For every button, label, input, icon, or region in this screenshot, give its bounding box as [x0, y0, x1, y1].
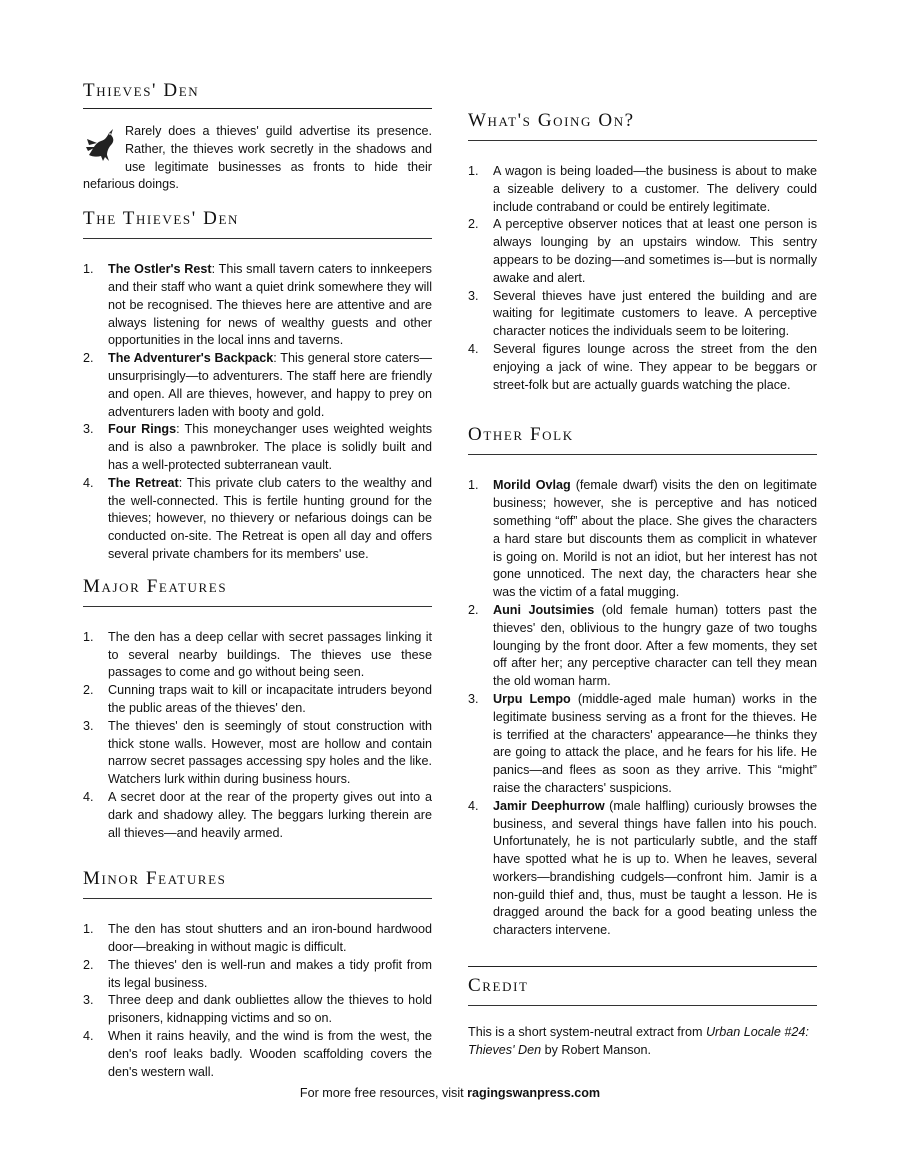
- thieves-den-list: [83, 261, 432, 564]
- item-text: (female dwarf) visits the den on legitimate business; however, she is perceptive and has noticed something “off” about the place. She gives the characters a hard stare but discounts them as complicit in whatever is going on. Morild is not an idiot, but her interest has not gone unnoticed. The next day, the characters hear she was the victim of a fatal mugging.: [493, 478, 817, 600]
- item-number: 3.: [83, 993, 94, 1008]
- section-heading-other-folk: Other Folk: [468, 424, 817, 455]
- list-item: [83, 1028, 432, 1081]
- item-number: 1.: [468, 478, 479, 493]
- section-heading-major-features: Major Features: [83, 576, 432, 607]
- intro: [83, 123, 432, 194]
- item-text: A wagon is being loaded—the business is about to make a sizeable delivery to a customer. The delivery could include contraband or could be entirely legitimate.: [493, 164, 817, 214]
- item-number: 2.: [83, 351, 94, 366]
- item-text: : This small tavern caters to innkeepers and their staff who want a quiet drink somewhere they will not be recognised. The thieves here are attentive and are always listening for news of wealthy guests and other opportunities in the local inns and taverns.: [108, 262, 432, 348]
- item-text: A secret door at the rear of the property gives out into a dark and shadowy alley. The beggars lurking therein are all thieves—and heavily armed.: [108, 789, 432, 840]
- footer-text: For more free resources, visit: [299, 1086, 468, 1100]
- item-number: 3.: [468, 691, 479, 706]
- item-text: (old female human) totters past the thieves' den, oblivious to the hungry gaze of two toughs lounging by the front door. After a few moments, they set off after her; any perceptive character can tell they mean the old woman harm.: [493, 602, 817, 689]
- item-number: 2.: [83, 957, 94, 972]
- item-name: Jamir Deephurrow: [493, 798, 605, 813]
- item-text: : This moneychanger uses weighted weights and is also a pawnbroker. The place is solidly built and has a well-protected subterranean vault.: [108, 422, 432, 472]
- list-item: [83, 421, 432, 474]
- left-column: [83, 80, 432, 1081]
- item-name: Morild Ovlag: [493, 478, 571, 493]
- minor-features-list: [83, 921, 432, 1081]
- list-item: [83, 957, 432, 993]
- list-item: [83, 718, 432, 789]
- list-item: [83, 350, 432, 421]
- right-column: [468, 110, 817, 1060]
- list-item: [83, 921, 432, 957]
- list-item: [83, 629, 432, 682]
- item-number: 1.: [83, 922, 94, 937]
- item-text: (middle-aged male human) works in the legitimate business serving as a front for the thieves. He is terrified at the characters' appearance—he thinks they are going to attack the place, and he fears for his life. He panics—and flees as soon as they arrive. This “might” raise the characters' suspicions.: [493, 691, 817, 795]
- item-text: Several figures lounge across the street from the den enjoying a jack of wine. They appear to be beggars or street-folk but are actually guards watching the place.: [493, 341, 817, 392]
- item-text: : This private club caters to the wealthy and the well-connected. This is fertile hunting ground for the thieves; however, no thievery or nefarious doings can be conducted on-site. The Retreat is open all day and offers several private chambers for its members' use.: [108, 475, 432, 561]
- credit-text: [468, 1024, 817, 1060]
- footer-link[interactable]: ragingswanpress.com: [467, 1086, 601, 1100]
- item-text: (male halfling) curiously browses the business, and several things have fallen into his pouch. Unfortunately, he is not particularly subtle, and the staff have spotted what he is up to. When he leaves, several workers—brandishing cudgels—confront him. Jamir is a non-guild thief and, thus, must be taught a lesson. He is dragged around the back for a good beating unless the characters intervene.: [493, 798, 818, 938]
- item-text: Several thieves have just entered the building and are waiting for legitimate customers to leave. A perceptive character notices the individuals seem to be loitering.: [493, 288, 817, 339]
- item-number: 3.: [468, 288, 479, 303]
- item-number: 4.: [83, 475, 94, 490]
- section-heading-credit: Credit: [468, 966, 817, 1006]
- list-item: [468, 163, 817, 216]
- major-features-list: [83, 629, 432, 843]
- other-folk-list: [468, 477, 817, 940]
- item-number: 3.: [83, 422, 94, 437]
- item-text: The thieves' den is well-run and makes a tidy profit from its legal business.: [108, 957, 432, 990]
- item-number: 4.: [468, 341, 479, 356]
- item-text: When it rains heavily, and the wind is from the west, the den's roof leaks badly. Wooden scaffolding covers the den's western wall.: [108, 1029, 432, 1079]
- credit-work: Urban Locale #24: Thieves' Den: [468, 1025, 809, 1057]
- item-number: 1.: [83, 262, 94, 277]
- page-title: Thieves' Den: [83, 80, 432, 109]
- list-item: [468, 798, 817, 940]
- whats-going-on-list: [468, 163, 817, 394]
- item-number: 4.: [468, 798, 479, 813]
- item-name: Four Rings: [108, 422, 177, 437]
- item-number: 4.: [83, 1029, 94, 1044]
- item-text: The den has stout shutters and an iron-bound hardwood door—breaking in without magic is difficult.: [108, 922, 432, 955]
- item-text: : This general store caters—unsurprisingly—to adventurers. The staff here are friendly and open. All are thieves, however, and happy to prey on adventurers laden with booty and gold.: [108, 351, 432, 419]
- item-text: Three deep and dank oubliettes allow the thieves to hold prisoners, kidnapping victims and so on.: [108, 993, 432, 1026]
- list-item: [83, 992, 432, 1028]
- credit-pre: This is a short system-neutral extract from: [468, 1025, 706, 1040]
- list-item: [468, 341, 817, 394]
- item-name: Auni Joutsimies: [493, 602, 595, 617]
- list-item: [468, 691, 817, 798]
- item-number: 4.: [83, 789, 94, 804]
- list-item: [83, 682, 432, 718]
- intro-text: Rarely does a thieves' guild advertise its presence. Rather, the thieves work secretly in the shadows and use legitimate businesses as fronts to hide their nefarious doings.: [83, 124, 432, 192]
- item-number: 2.: [468, 217, 479, 232]
- item-name: The Ostler's Rest: [108, 262, 212, 277]
- item-text: The thieves' den is seemingly of stout construction with thick stone walls. However, most are hollow and contain narrow secret passages accessing spy holes and the like. Watchers lurk within during business hours.: [108, 718, 432, 787]
- list-item: [83, 261, 432, 350]
- list-item: [468, 602, 817, 691]
- item-number: 1.: [468, 164, 479, 178]
- item-text: A perceptive observer notices that at least one person is always lounging by an upstairs window. This sentry appears to be dozing—and sometimes is—but is normally awake and alert.: [493, 217, 817, 285]
- item-text: The den has a deep cellar with secret passages linking it to several nearby buildings. The thieves use these passages to come and go without being seen.: [108, 629, 432, 680]
- section-heading-minor-features: Minor Features: [83, 868, 432, 899]
- list-item: [468, 477, 817, 602]
- list-item: [468, 288, 817, 341]
- section-heading-whats-going-on: What's Going On?: [468, 110, 817, 141]
- item-name: Urpu Lempo: [493, 691, 571, 706]
- item-number: 2.: [83, 683, 94, 698]
- credit-post: by Robert Manson.: [541, 1042, 652, 1057]
- footer: [0, 1086, 900, 1100]
- item-number: 2.: [468, 602, 479, 617]
- section-heading-thieves-den: The Thieves' Den: [83, 208, 432, 239]
- item-name: The Adventurer's Backpack: [108, 351, 274, 366]
- list-item: [83, 789, 432, 842]
- item-number: 1.: [83, 629, 94, 644]
- raven-icon: [83, 125, 119, 165]
- item-name: The Retreat: [108, 475, 179, 490]
- item-text: Cunning traps wait to kill or incapacitate intruders beyond the public areas of the thieves' den.: [108, 683, 432, 715]
- list-item: [468, 216, 817, 287]
- item-number: 3.: [83, 718, 94, 733]
- list-item: [83, 475, 432, 564]
